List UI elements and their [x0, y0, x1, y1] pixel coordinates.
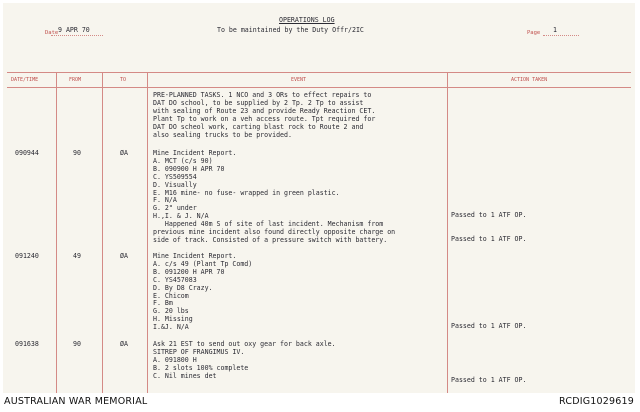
- event-text: Mine Incident Report. A. c/s 49 (Plant Tp Comd) B. 091200 H APR 70 C. YS457083 D. By D8 Crazy. E. Chicom F. Bm G. 20 lbs H. Missing I.&J. N/A: [153, 252, 253, 332]
- col-header-to: TO: [120, 77, 127, 83]
- header-rule-bottom: [7, 87, 631, 88]
- col-header-date-time: DATE/TIME: [11, 77, 39, 83]
- action-text: Passed to 1 ATF OP.: [451, 376, 527, 384]
- column-rule: [102, 72, 103, 393]
- entry-to: ØA: [120, 340, 128, 348]
- event-text: Ask 21 EST to send out oxy gear for back axle. SITREP OF FRANGIMUS IV. A. 091800 H B. 2 slots 100% complete C. Nil mines det: [153, 340, 336, 380]
- action-text: Passed to 1 ATF OP.: [451, 322, 527, 330]
- archive-reference: RCDIG1029619: [559, 396, 634, 407]
- date-value: 9 APR 70: [58, 26, 90, 34]
- event-text: PRE-PLANNED TASKS. 1 NCO and 3 ORs to effect repairs to DAT DO school, to be supplied by 2 Tp. 2 Tp to assist with sealing of Route 23 and provide Ready Reaction CET. Plant Tp to work on a veh access route. Tpt required for DAT DO scheol work, carting blast rock to Route 2 and also sealing trucks to be provided.: [153, 91, 376, 139]
- event-text: Mine Incident Report. A. MCT (c/s 90) B. 090900 H APR 70 C. YS509554 D. Visually E. M16 mine- no fuse- wrapped in green plastic. F. N/A G. 2" under H.,I. & J. N/A Happened 40m S of site of last incident. Mechanism from previous mine incident also found directly opposite charge on side of track. Consisted of a pressure switch with battery.: [153, 149, 396, 244]
- col-header-from: FROM: [69, 77, 82, 83]
- archive-name: AUSTRALIAN WAR MEMORIAL: [4, 396, 148, 407]
- column-rule: [147, 72, 148, 393]
- entry-from: 90: [73, 149, 81, 157]
- col-header-action: ACTION TAKEN: [511, 77, 548, 83]
- archive-footer: [0, 395, 640, 412]
- page-label: Page: [527, 30, 541, 36]
- log-subtitle: To be maintained by the Duty Offr/2IC: [217, 26, 364, 34]
- entry-time: 090944: [15, 149, 39, 157]
- date-label: Date: [45, 30, 59, 36]
- page-underline: [543, 35, 579, 36]
- entry-time: 091638: [15, 340, 39, 348]
- column-rule: [447, 72, 448, 393]
- log-title: OPERATIONS LOG: [279, 16, 335, 24]
- entry-to: ØA: [120, 252, 128, 260]
- header-rule-top: [7, 72, 631, 73]
- entry-time: 091240: [15, 252, 39, 260]
- document-sheet: [3, 3, 635, 393]
- entry-from: 49: [73, 252, 81, 260]
- action-text: Passed to 1 ATF OP.: [451, 235, 527, 243]
- column-rule: [56, 72, 57, 393]
- action-text: Passed to 1 ATF OP.: [451, 211, 527, 219]
- entry-from: 90: [73, 340, 81, 348]
- entry-to: ØA: [120, 149, 128, 157]
- col-header-event: EVENT: [291, 77, 307, 83]
- date-underline: [51, 35, 103, 36]
- page-value: 1: [553, 26, 557, 34]
